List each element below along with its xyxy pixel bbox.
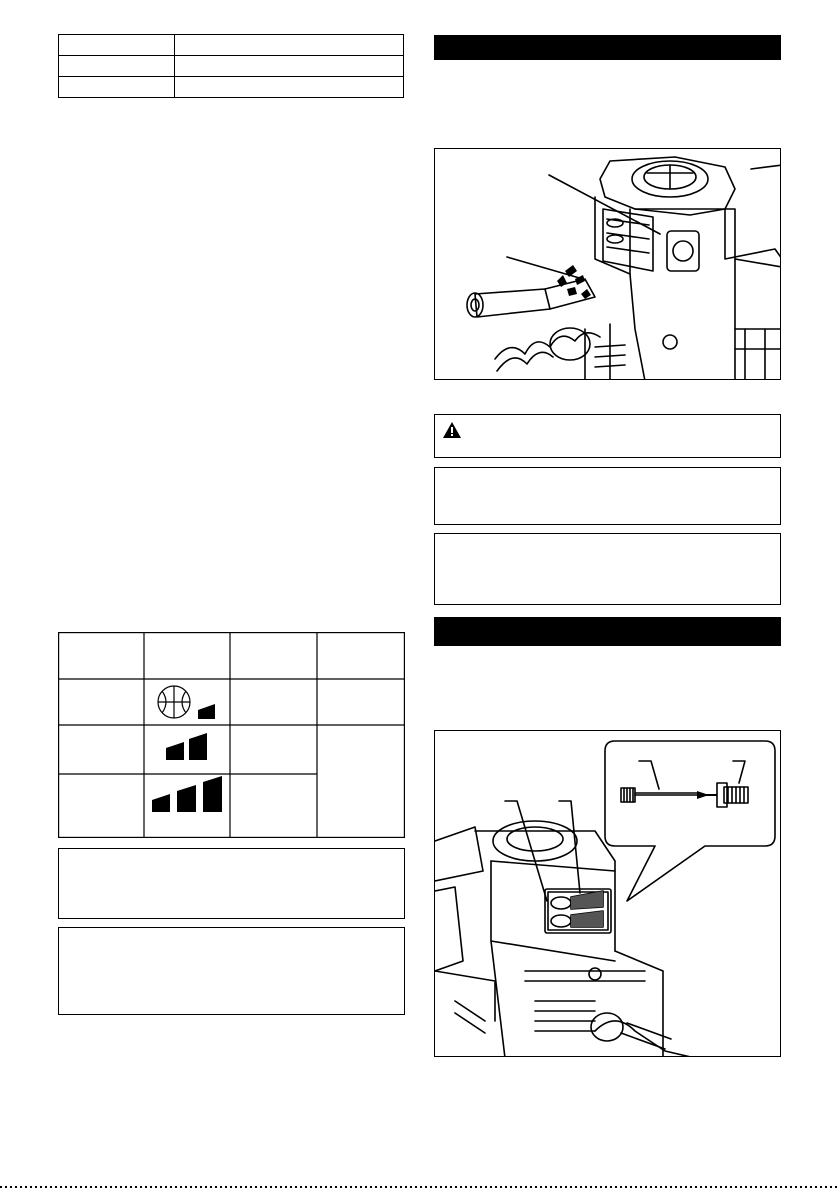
mode-table-header (146, 634, 154, 642)
top-table-cell (59, 56, 175, 77)
section-heading-bar (434, 617, 781, 646)
note-text (59, 926, 67, 948)
mode-table-header (232, 634, 240, 642)
warning-box (434, 414, 781, 458)
tool-figure-2 (434, 730, 781, 1057)
signal-level-1-icon (198, 704, 215, 719)
section-heading-text (434, 38, 444, 48)
basketball-icon (158, 686, 190, 718)
note-text (435, 466, 443, 488)
mode-table (58, 632, 405, 838)
top-table-cell (174, 77, 403, 98)
mode-table-header (319, 634, 327, 642)
note-box (434, 533, 781, 605)
note-box (58, 927, 405, 1015)
signal-level-3-icon (152, 776, 222, 812)
top-table-cell (59, 77, 175, 98)
warning-triangle-icon (443, 422, 461, 438)
mode-table-cell (60, 728, 68, 736)
tool-figure-1 (434, 148, 781, 380)
page-edge-dashes (0, 1186, 840, 1188)
top-table-cell (59, 35, 175, 56)
tool-illustration (435, 149, 781, 380)
signal-level-2-icon (166, 733, 207, 760)
section-heading-text (434, 618, 446, 630)
mode-table-grid (58, 632, 405, 838)
warning-text (465, 417, 473, 425)
section-heading-bar (434, 35, 781, 60)
note-text (59, 847, 67, 869)
note-box (58, 848, 405, 919)
brush-replacement-illustration (435, 731, 781, 1057)
top-spec-table (58, 34, 404, 98)
mode-table-cell (60, 682, 68, 690)
mode-table-header (60, 634, 68, 642)
top-table-cell (174, 56, 403, 77)
mode-table-cell (60, 777, 68, 785)
note-text (435, 532, 443, 554)
note-box (434, 467, 781, 525)
top-table-cell (174, 35, 403, 56)
